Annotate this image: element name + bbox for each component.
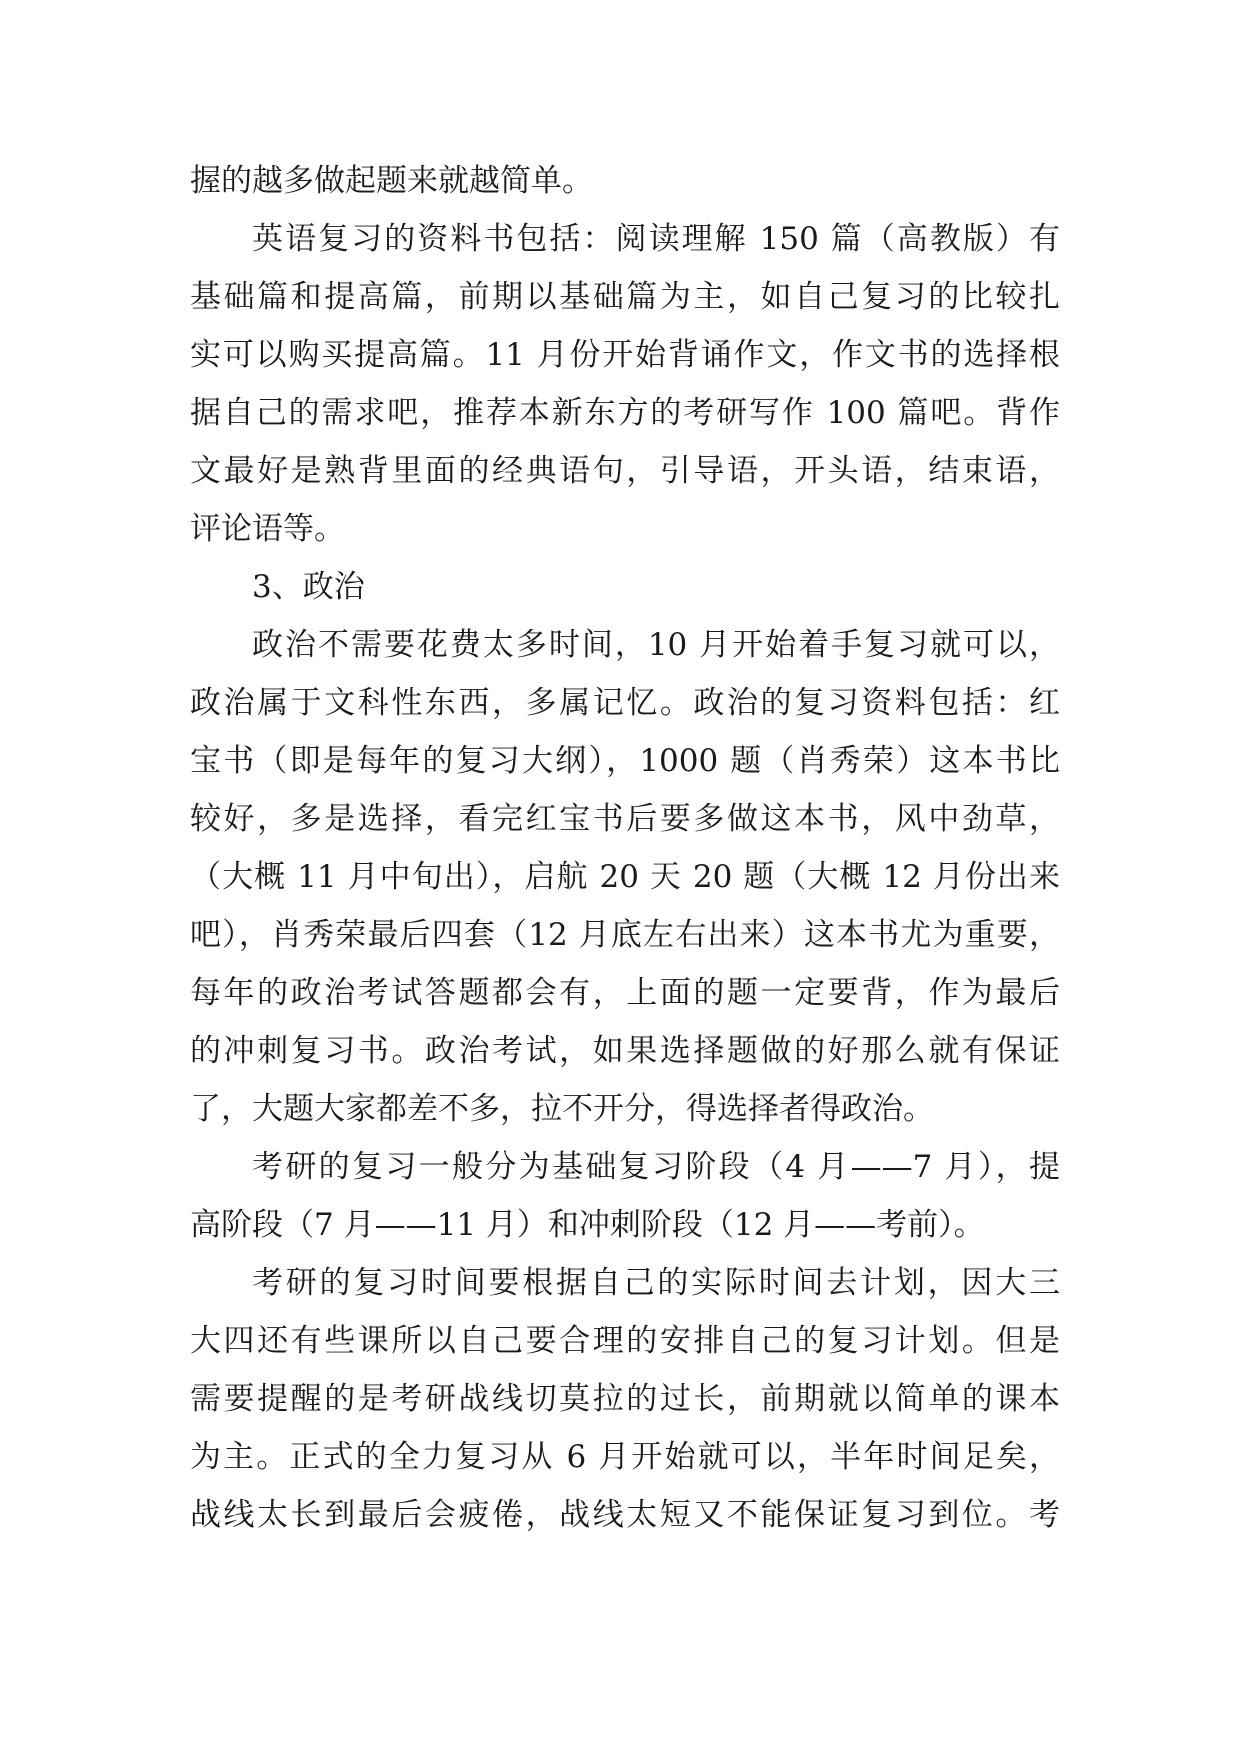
paragraph-line: 战线太长到最后会疲倦，战线太短又不能保证复习到位。考 [190,1497,1060,1533]
paragraph-line: 为主。正式的全力复习从 6 月开始就可以，半年时间足矣， [190,1439,1060,1475]
paragraph-line: 了，大题大家都差不多，拉不开分，得选择者得政治。 [190,1091,934,1127]
paragraph-line: 大四还有些课所以自己要合理的安排自己的复习计划。但是 [190,1323,1060,1359]
paragraph-line: 据自己的需求吧，推荐本新东方的考研写作 100 篇吧。背作 [190,395,1060,431]
paragraph-line: 政治不需要花费太多时间，10 月开始着手复习就可以， [252,627,1060,663]
paragraph-line: 考研的复习一般分为基础复习阶段（4 月——7 月），提 [252,1149,1060,1185]
paragraph-line: 宝书（即是每年的复习大纲），1000 题（肖秀荣）这本书比 [190,743,1060,779]
paragraph-line: 的冲刺复习书。政治考试，如果选择题做的好那么就有保证 [190,1033,1060,1069]
paragraph-line: 基础篇和提高篇，前期以基础篇为主，如自己复习的比较扎 [190,279,1060,315]
paragraph-line: 评论语等。 [190,511,345,547]
paragraph-line: 高阶段（7 月——11 月）和冲刺阶段（12 月——考前）。 [190,1207,985,1243]
paragraph-line: 政治属于文科性东西，多属记忆。政治的复习资料包括：红 [190,685,1060,721]
document-body [190,152,1060,1544]
paragraph-line: （大概 11 月中旬出），启航 20 天 20 题（大概 12 月份出来 [190,859,1060,895]
paragraph-line: 文最好是熟背里面的经典语句，引导语，开头语，结束语， [190,453,1060,489]
paragraph-line: 考研的复习时间要根据自己的实际时间去计划，因大三 [252,1265,1060,1301]
paragraph-line: 每年的政治考试答题都会有，上面的题一定要背，作为最后 [190,975,1060,1011]
paragraph-line: 需要提醒的是考研战线切莫拉的过长，前期就以简单的课本 [190,1381,1060,1417]
paragraph-line: 英语复习的资料书包括：阅读理解 150 篇（高教版）有 [252,221,1060,257]
paragraph-line: 吧），肖秀荣最后四套（12 月底左右出来）这本书尤为重要， [190,917,1060,953]
paragraph-line: 较好，多是选择，看完红宝书后要多做这本书，风中劲草， [190,801,1060,837]
paragraph-line: 握的越多做起题来就越简单。 [190,163,593,199]
paragraph-line: 实可以购买提高篇。11 月份开始背诵作文，作文书的选择根 [190,337,1060,373]
section-heading: 3、政治 [252,569,365,605]
